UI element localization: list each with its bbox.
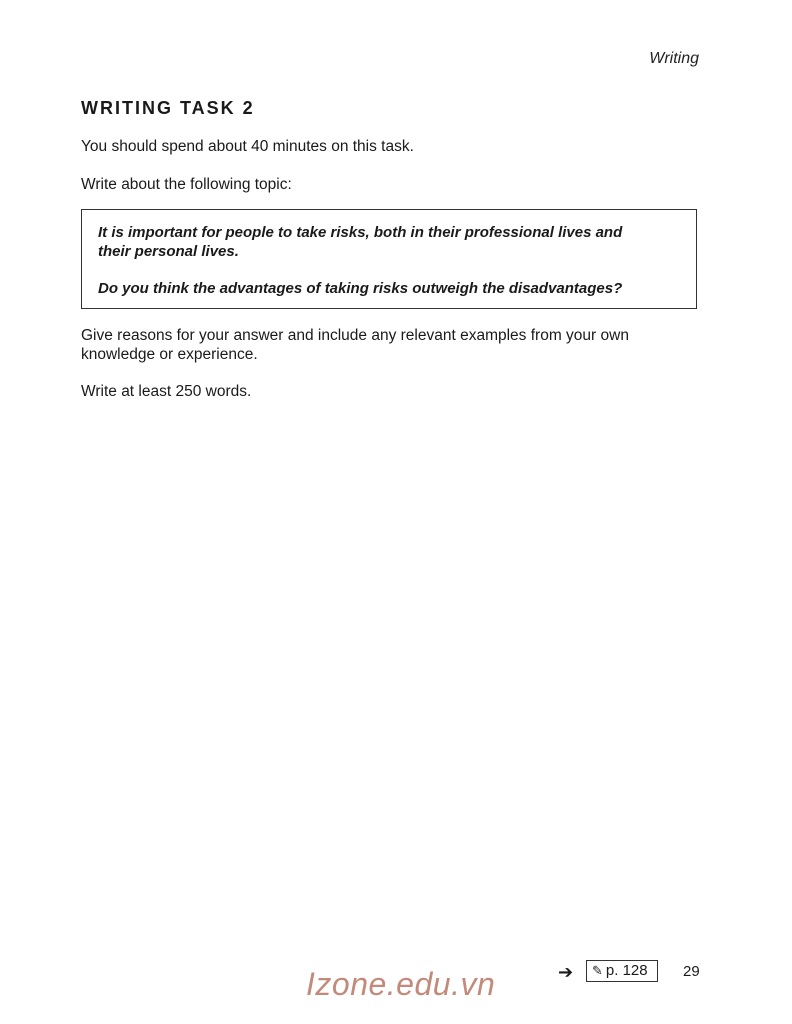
topic-statement: It is important for people to take risks, both in their professional lives and their personal lives. [98,224,623,260]
topic-question: Do you think the advantages of taking risks outweigh the disadvantages? [98,280,623,297]
page-reference: p. 128 [605,962,648,979]
time-instruction: You should spend about 40 minutes on this task. [81,138,414,155]
pencil-icon: ✎ [592,963,603,978]
page-number: 29 [683,963,700,980]
task-title: WRITING TASK 2 [81,98,255,118]
page-reference-box [586,960,658,982]
arrow-right-icon: ➔ [558,962,574,982]
topic-intro: Write about the following topic: [81,176,292,193]
running-header: Writing [649,50,699,67]
watermark: Izone.edu.vn [306,966,496,1002]
reasons-instruction: Give reasons for your answer and include any relevant examples from your own knowledge or experience. [81,327,629,363]
topic-box [81,209,697,309]
word-count-instruction: Write at least 250 words. [81,383,252,400]
